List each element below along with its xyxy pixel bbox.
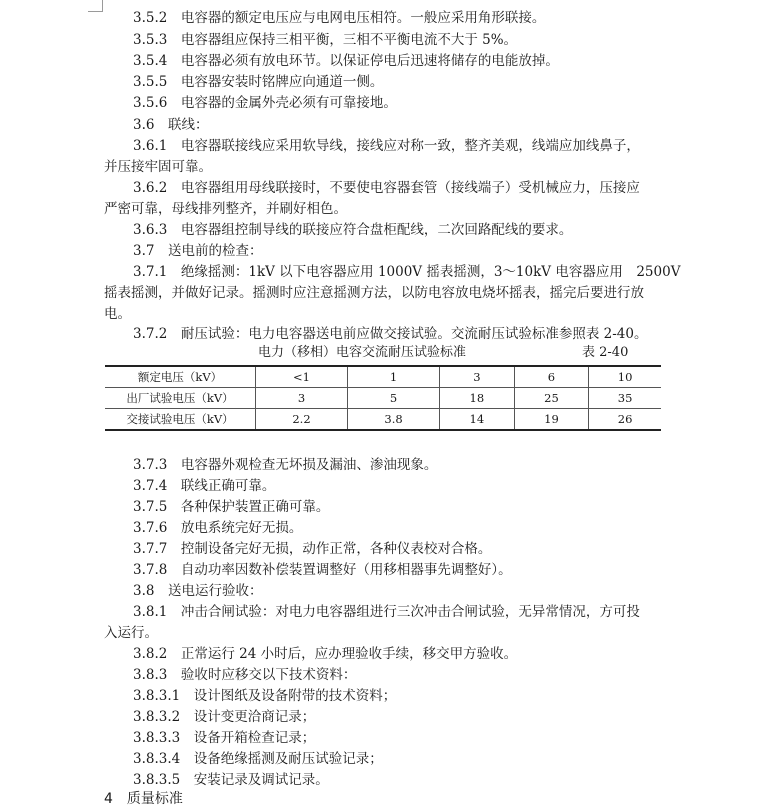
table-cell: 18 [440, 388, 515, 409]
heading-3-7: 3.7 送电前的检查： [133, 243, 263, 259]
table-cell: 5 [348, 388, 440, 409]
heading-3-6: 3.6 联线： [133, 117, 209, 133]
clause-3-5-4: 3.5.4 电容器必须有放电环节。以保证停电后迅速将储存的电能放掉。 [133, 53, 559, 69]
clause-3-8-1-cont: 入运行。 [104, 625, 158, 641]
clause-3-6-1-cont: 并压接牢固可靠。 [104, 159, 212, 175]
table-row [105, 366, 661, 388]
clause-3-8-3-5: 3.8.3.5 安装记录及调试记录。 [133, 772, 329, 788]
clause-3-7-7: 3.7.7 控制设备完好无损，动作正常，各种仪表校对合格。 [133, 541, 492, 557]
clause-3-8-1: 3.8.1 冲击合闸试验：对电力电容器组进行三次冲击合闸试验，无异常情况，方可投 [133, 604, 640, 620]
clause-3-6-2-cont: 严密可靠，母线排列整齐，并刷好相色。 [104, 201, 347, 217]
clause-3-5-2: 3.5.2 电容器的额定电压应与电网电压相符。一般应采用角形联接。 [133, 10, 546, 26]
table-number: 表 2-40 [582, 345, 629, 360]
clause-3-8-3-3: 3.8.3.3 设备开箱检查记录； [133, 730, 316, 746]
clause-3-5-3: 3.5.3 电容器组应保持三相平衡，三相不平衡电流不大于 5%。 [133, 32, 518, 48]
clause-3-7-3: 3.7.3 电容器外观检查无坏损及漏油、渗油现象。 [133, 457, 438, 473]
clause-3-8-3-2: 3.8.3.2 设计变更洽商记录； [133, 709, 316, 725]
row-header: 额定电压（kV） [105, 366, 256, 388]
table-cell: 6 [514, 366, 589, 388]
table-cell: 10 [589, 366, 661, 388]
row-header: 交接试验电压（kV） [105, 409, 256, 431]
clause-3-7-4: 3.7.4 联线正确可靠。 [133, 478, 276, 494]
table-row [105, 409, 661, 431]
table-cell: 1 [348, 366, 440, 388]
table-cell: 2.2 [256, 409, 348, 431]
table-cell: 3 [440, 366, 515, 388]
table-cell: 35 [589, 388, 661, 409]
clause-3-7-1: 3.7.1 绝缘摇测：1kV 以下电容器应用 1000V 摇表摇测，3～10kV 电容器应用 2500V [133, 264, 681, 280]
clause-3-8-3-4: 3.8.3.4 设备绝缘摇测及耐压试验记录； [133, 751, 383, 767]
clause-3-8-3-1: 3.8.3.1 设计图纸及设备附带的技术资料； [133, 688, 397, 704]
table-title: 电力（移相）电容交流耐压试验标准 [258, 345, 467, 360]
table-row [105, 388, 661, 409]
clause-3-6-3: 3.6.3 电容器组控制导线的联接应符合盘柜配线，二次回路配线的要求。 [133, 222, 573, 238]
clause-3-7-8: 3.7.8 自动功率因数补偿装置调整好（用移相器事先调整好）。 [133, 562, 512, 578]
clause-3-6-1: 3.6.1 电容器联接线应采用软导线，接线应对称一致，整齐美观，线端应加线鼻子， [133, 138, 640, 154]
clause-3-5-5: 3.5.5 电容器安装时铭牌应向通道一侧。 [133, 74, 384, 90]
clause-3-7-5: 3.7.5 各种保护装置正确可靠。 [133, 499, 330, 515]
heading-3-8: 3.8 送电运行验收： [133, 583, 263, 599]
page-corner-mark [88, 0, 103, 12]
clause-3-7-1-cont: 摇表摇测，并做好记录。摇测时应注意摇测方法，以防电容放电烧坏摇表，摇完后要进行放 [104, 285, 644, 301]
voltage-test-table [105, 365, 661, 431]
row-header: 出厂试验电压（kV） [105, 388, 256, 409]
table-cell: 3 [256, 388, 348, 409]
table-cell: 19 [514, 409, 589, 431]
clause-3-7-1-end: 电。 [104, 306, 131, 322]
clause-3-7-2: 3.7.2 耐压试验：电力电容器送电前应做交接试验。交流耐压试验标准参照表 2-40。 [133, 326, 648, 342]
table-cell: 25 [514, 388, 589, 409]
clause-3-6-2: 3.6.2 电容器组用母线联接时，不要使电容器套管（接线端子）受机械应力，压接应 [133, 180, 640, 196]
table-cell: 14 [440, 409, 515, 431]
table-cell: 26 [589, 409, 661, 431]
clause-3-8-3: 3.8.3 验收时应移交以下技术资料： [133, 667, 357, 683]
clause-3-5-6: 3.5.6 电容器的金属外壳必须有可靠接地。 [133, 95, 397, 111]
section-heading-4: 4 质量标准 [104, 791, 183, 807]
table-cell: <1 [256, 366, 348, 388]
clause-3-7-6: 3.7.6 放电系统完好无损。 [133, 520, 303, 536]
table-cell: 3.8 [348, 409, 440, 431]
clause-3-8-2: 3.8.2 正常运行 24 小时后，应办理验收手续，移交甲方验收。 [133, 646, 518, 662]
